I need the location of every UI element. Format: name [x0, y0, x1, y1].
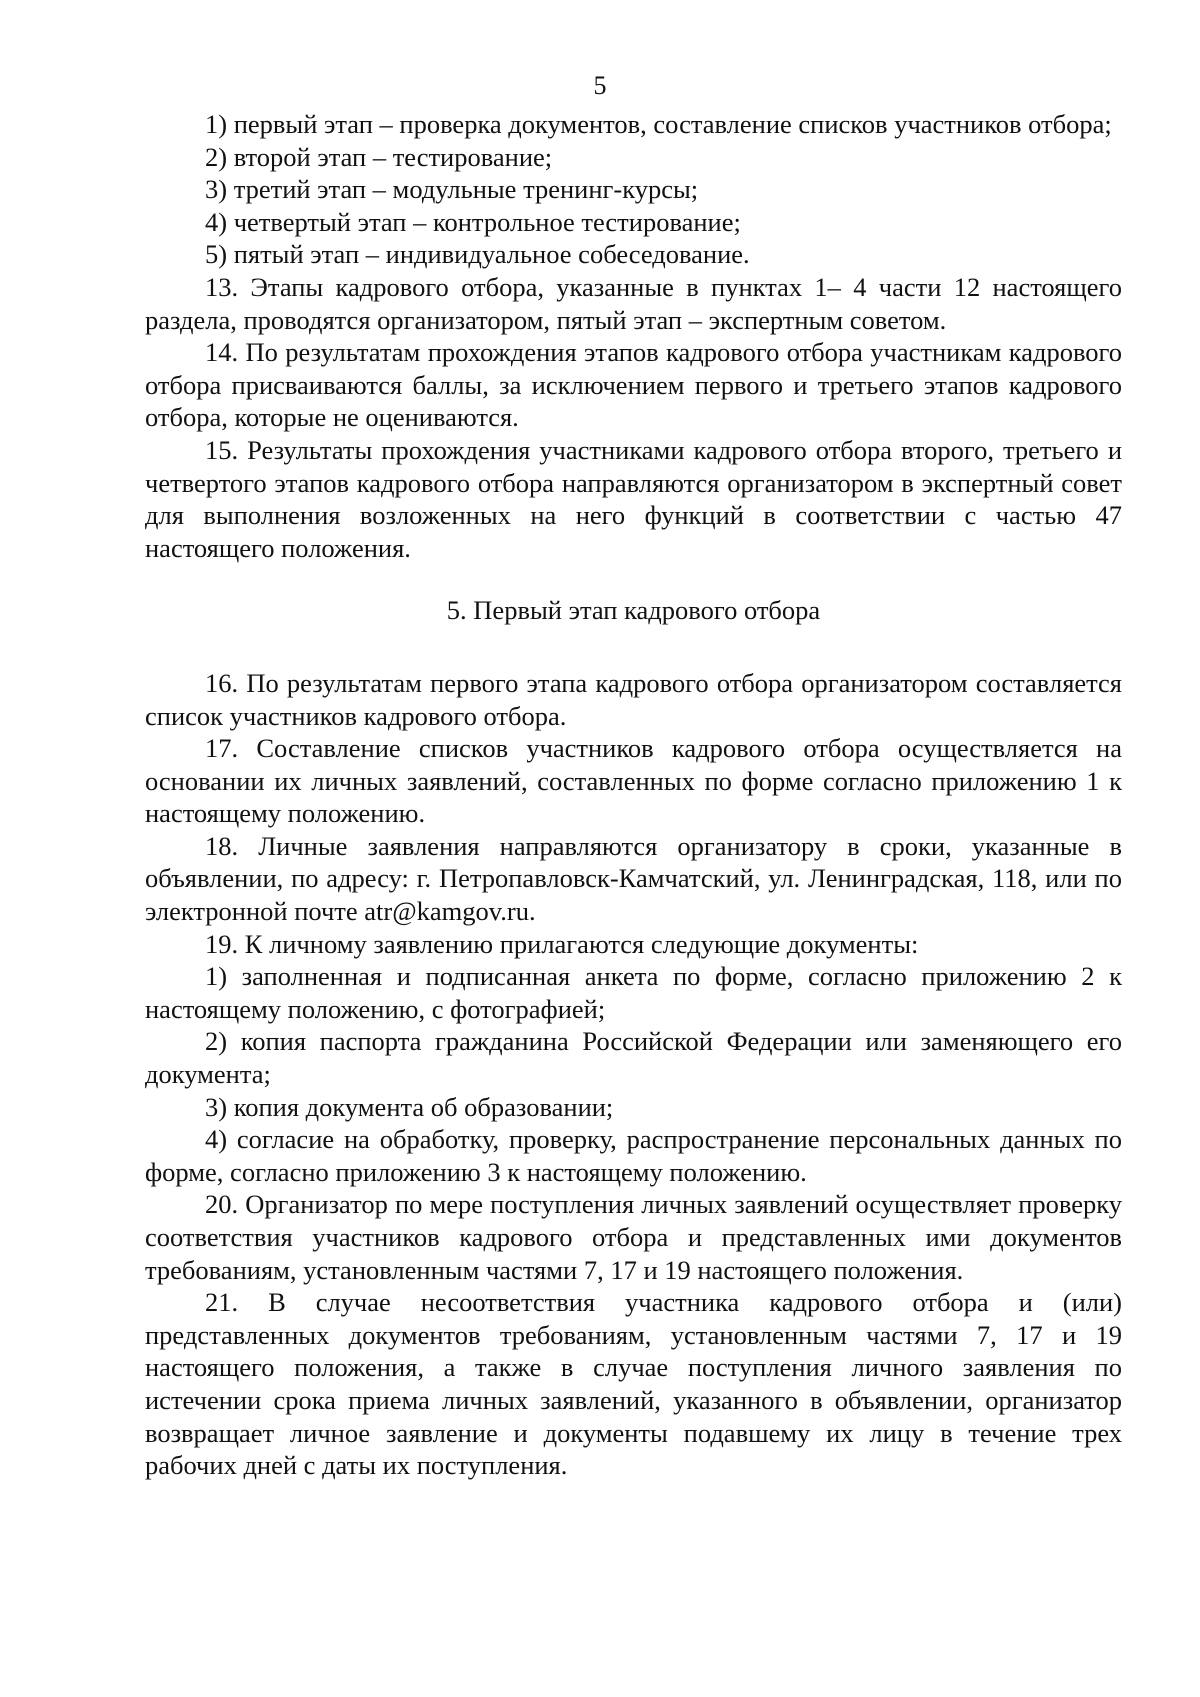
list-item-doc-3: 3) копия документа об образовании;: [205, 1091, 614, 1122]
paragraph-21: 21. В случае несоответствия участника кадрового отбора и (или) представленных документов требованиям, установленным частями 7, 17 и 19 настоящего положения, а также в случае поступления личного заявления по истечении срока приема личных заявлений, указанного в объявлении, организатор возвращает личное заявление и документы подавшему их лицу в течение трех рабочих дней с даты их поступления.: [145, 1287, 1122, 1481]
paragraph-16: 16. По результатам первого этапа кадрового отбора организатором составляется список участников кадрового отбора.: [145, 667, 1122, 731]
paragraph-14: 14. По результатам прохождения этапов кадрового отбора участникам кадрового отбора присваиваются баллы, за исключением первого и третьего этапов кадрового отбора, которые не оцениваются.: [145, 337, 1122, 433]
list-item-stage-4: 4) четвертый этап – контрольное тестирование;: [205, 206, 741, 237]
list-item-stage-3: 3) третий этап – модульные тренинг-курсы;: [205, 174, 699, 205]
list-item-stage-2: 2) второй этап – тестирование;: [205, 141, 553, 172]
list-item-stage-1: 1) первый этап – проверка документов, составление списков участников отбора;: [205, 109, 1112, 139]
paragraph-13: 13. Этапы кадрового отбора, указанные в пунктах 1– 4 части 12 настоящего раздела, проводятся организатором, пятый этап – экспертным советом.: [145, 271, 1122, 335]
list-item-doc-1: 1) заполненная и подписанная анкета по форме, согласно приложению 2 к настоящему положению, с фотографией;: [145, 961, 1122, 1024]
paragraph-15: 15. Результаты прохождения участниками кадрового отбора второго, третьего и четвертого этапов кадрового отбора направляются организатором в экспертный совет для выполнения возложенных на него функций в соответствии с частью 47 настоящего положения.: [145, 434, 1122, 563]
list-item-stage-5: 5) пятый этап – индивидуальное собеседование.: [205, 239, 750, 270]
list-item-doc-2: 2) копия паспорта гражданина Российской Федерации или заменяющего его документа;: [145, 1026, 1122, 1090]
section-heading: 5. Первый этап кадрового отбора: [446, 595, 821, 626]
paragraph-19: 19. К личному заявлению прилагаются следующие документы:: [205, 928, 919, 959]
paragraph-17: 17. Составление списков участников кадрового отбора осуществляется на основании их личных заявлений, составленных по форме согласно приложению 1 к настоящему положению.: [145, 733, 1122, 829]
document-body: [145, 108, 1122, 1482]
paragraph-20: 20. Организатор по мере поступления личных заявлений осуществляет проверку соответствия участников кадрового отбора и представленных ими документов требованиям, установленным частями 7, 17 и 19 настоящего положения.: [145, 1189, 1122, 1285]
paragraph-18: 18. Личные заявления направляются организатору в сроки, указанные в объявлении, по адресу: г. Петропавловск-Камчатский, ул. Ленинградская, 118, или по электронной почте atr@kamgov.ru.: [145, 830, 1122, 927]
page-number: 5: [593, 71, 607, 100]
list-item-doc-4: 4) согласие на обработку, проверку, распространение персональных данных по форме, согласно приложению 3 к настоящему положению.: [145, 1124, 1122, 1187]
